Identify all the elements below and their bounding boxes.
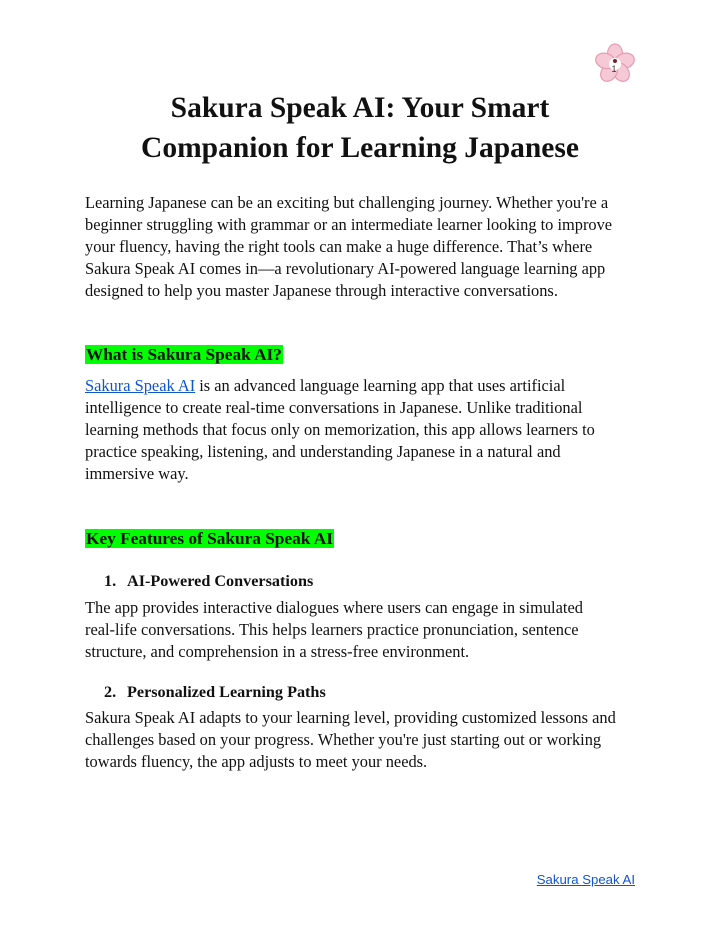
highlighted-heading-text: What is Sakura Speak AI? xyxy=(86,345,282,364)
what-is-line: intelligence to create real-time conversations in Japanese. Unlike traditional xyxy=(85,398,583,417)
intro-line: Learning Japanese can be an exciting but challenging journey. Whether you're a xyxy=(85,193,609,212)
title-line-2: Companion for Learning Japanese xyxy=(141,132,579,164)
what-is-line: is an advanced language learning app that uses artificial xyxy=(195,376,566,395)
feature-2-paragraph xyxy=(85,707,630,773)
sakura-speak-ai-link[interactable]: Sakura Speak AI xyxy=(85,376,196,395)
feature-title: Personalized Learning Paths xyxy=(127,683,326,701)
feature-line: real-life conversations. This helps learners practice pronunciation, sentence xyxy=(85,620,579,639)
what-is-line: learning methods that focus only on memorization, this app allows learners to xyxy=(85,420,595,439)
what-is-paragraph xyxy=(85,375,630,485)
highlighted-heading-text: Key Features of Sakura Speak AI xyxy=(86,529,333,548)
intro-line: beginner struggling with grammar or an intermediate learner looking to improve xyxy=(85,215,613,234)
section-heading-what-is xyxy=(85,342,283,368)
intro-line: designed to help you master Japanese through interactive conversations. xyxy=(85,281,558,300)
intro-paragraph xyxy=(85,192,630,302)
intro-line: your fluency, having the right tools can make a huge difference. That’s where xyxy=(85,237,593,256)
feature-heading-1 xyxy=(104,570,313,592)
title-line-1: Sakura Speak AI: Your Smart xyxy=(170,92,550,124)
page-number: 1 xyxy=(611,64,617,74)
list-number: 2. xyxy=(104,683,117,701)
list-number: 1. xyxy=(104,572,117,590)
feature-line: structure, and comprehension in a stress-free environment. xyxy=(85,642,470,661)
feature-line: The app provides interactive dialogues where users can engage in simulated xyxy=(85,598,583,617)
footer-sakura-speak-ai-link[interactable]: Sakura Speak AI xyxy=(536,872,635,887)
intro-line: Sakura Speak AI comes in—a revolutionary AI-powered language learning app xyxy=(85,259,606,278)
feature-line: challenges based on your progress. Whether you're just starting out or working xyxy=(85,730,602,749)
feature-1-paragraph xyxy=(85,597,630,663)
feature-line: towards fluency, the app adjusts to meet your needs. xyxy=(85,752,428,771)
what-is-line: immersive way. xyxy=(85,464,189,483)
feature-heading-2 xyxy=(104,681,326,703)
what-is-line: practice speaking, listening, and understanding Japanese in a natural and xyxy=(85,442,561,461)
section-heading-key-features xyxy=(85,526,334,552)
page-title xyxy=(80,88,640,168)
feature-title: AI-Powered Conversations xyxy=(127,572,314,590)
feature-line: Sakura Speak AI adapts to your learning level, providing customized lessons and xyxy=(85,708,616,727)
